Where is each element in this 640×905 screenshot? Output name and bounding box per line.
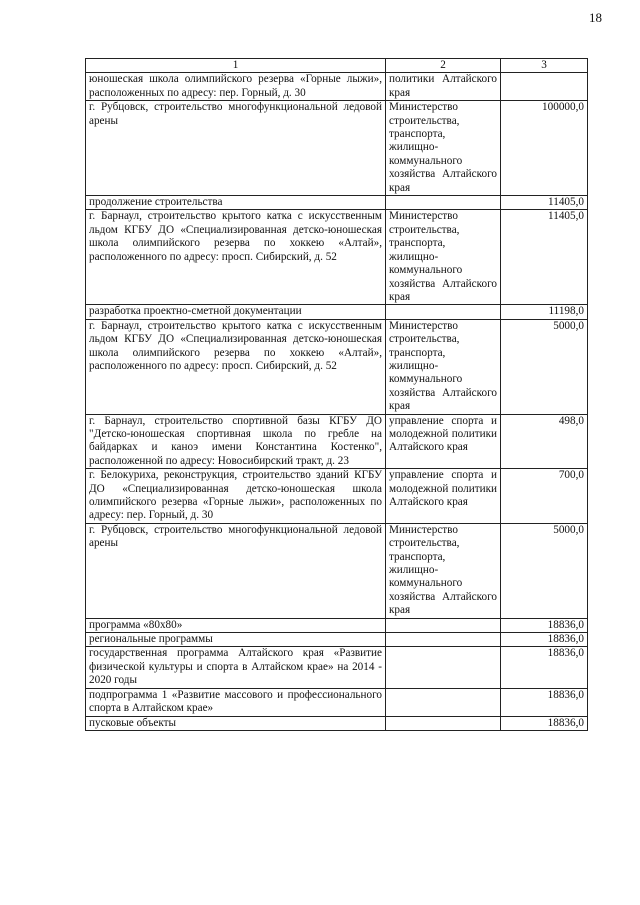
amount xyxy=(501,73,588,101)
responsible-body xyxy=(386,196,501,210)
budget-table xyxy=(85,58,588,731)
object-description: разработка проектно-сметной документации xyxy=(86,305,386,319)
object-description: пусковые объекты xyxy=(86,716,386,730)
responsible-body xyxy=(386,647,501,688)
table-row xyxy=(86,319,588,414)
amount: 11198,0 xyxy=(501,305,588,319)
amount: 5000,0 xyxy=(501,523,588,618)
object-description: подпрограмма 1 «Развитие массового и профессионального спорта в Алтайском крае» xyxy=(86,688,386,716)
object-description: государственная программа Алтайского края «Развитие физической культуры и спорта в Алтайском крае» на 2014 - 2020 годы xyxy=(86,647,386,688)
responsible-body: Министерство строительства, транспорта, жилищно-коммунального хозяйства Алтайского края xyxy=(386,101,501,196)
amount: 5000,0 xyxy=(501,319,588,414)
amount: 18836,0 xyxy=(501,618,588,632)
table-row xyxy=(86,647,588,688)
column-header-3: 3 xyxy=(501,59,588,73)
table-row xyxy=(86,210,588,305)
responsible-body xyxy=(386,305,501,319)
table-row xyxy=(86,196,588,210)
responsible-body: Министерство строительства, транспорта, жилищно-коммунального хозяйства Алтайского края xyxy=(386,523,501,618)
responsible-body: Министерство строительства, транспорта, жилищно-коммунального хозяйства Алтайского края xyxy=(386,319,501,414)
responsible-body xyxy=(386,633,501,647)
amount: 18836,0 xyxy=(501,716,588,730)
page-number: 18 xyxy=(589,10,602,25)
amount: 18836,0 xyxy=(501,633,588,647)
table-row xyxy=(86,633,588,647)
table-row xyxy=(86,305,588,319)
amount: 18836,0 xyxy=(501,647,588,688)
amount: 11405,0 xyxy=(501,196,588,210)
amount: 498,0 xyxy=(501,414,588,469)
responsible-body xyxy=(386,688,501,716)
responsible-body xyxy=(386,618,501,632)
object-description: программа «80х80» xyxy=(86,618,386,632)
table-row xyxy=(86,101,588,196)
object-description: г. Барнаул, строительство крытого катка с искусственным льдом КГБУ ДО «Специализированная детско-юношеская школа олимпийского резерва по хоккею «Алтай», расположенного по адресу: просп. Сибирский, д. 52 xyxy=(86,319,386,414)
table-row xyxy=(86,688,588,716)
column-header-1: 1 xyxy=(86,59,386,73)
table-row xyxy=(86,469,588,524)
object-description: г. Барнаул, строительство крытого катка с искусственным льдом КГБУ ДО «Специализированная детско-юношеская школа олимпийского резерва по хоккею «Алтай», расположенного по адресу: просп. Сибирский, д. 52 xyxy=(86,210,386,305)
table-row xyxy=(86,414,588,469)
object-description: региональные программы xyxy=(86,633,386,647)
table-header-row xyxy=(86,59,588,73)
amount: 18836,0 xyxy=(501,688,588,716)
amount: 11405,0 xyxy=(501,210,588,305)
object-description: г. Барнаул, строительство спортивной базы КГБУ ДО "Детско-юношеская спортивная школа по гребле на байдарках и каноэ имени Константина Костенко", расположенной по адресу: Новосибирский тракт, д. 23 xyxy=(86,414,386,469)
object-description: г. Рубцовск, строительство многофункциональной ледовой арены xyxy=(86,101,386,196)
object-description: г. Белокуриха, реконструкция, строительство зданий КГБУ ДО «Специализированная детско-юношеская школа олимпийского резерва «Горные лыжи», расположенных по адресу: пер. Горный, д. 30 xyxy=(86,469,386,524)
responsible-body xyxy=(386,716,501,730)
responsible-body: управление спорта и молодежной политики Алтайского края xyxy=(386,469,501,524)
responsible-body: Министерство строительства, транспорта, жилищно-коммунального хозяйства Алтайского края xyxy=(386,210,501,305)
object-description: юношеская школа олимпийского резерва «Горные лыжи», расположенных по адресу: пер. Горный, д. 30 xyxy=(86,73,386,101)
table-row xyxy=(86,716,588,730)
amount: 100000,0 xyxy=(501,101,588,196)
column-header-2: 2 xyxy=(386,59,501,73)
responsible-body: политики Алтайского края xyxy=(386,73,501,101)
amount: 700,0 xyxy=(501,469,588,524)
table-row xyxy=(86,618,588,632)
table-row xyxy=(86,73,588,101)
object-description: продолжение строительства xyxy=(86,196,386,210)
table-row xyxy=(86,523,588,618)
responsible-body: управление спорта и молодежной политики Алтайского края xyxy=(386,414,501,469)
object-description: г. Рубцовск, строительство многофункциональной ледовой арены xyxy=(86,523,386,618)
